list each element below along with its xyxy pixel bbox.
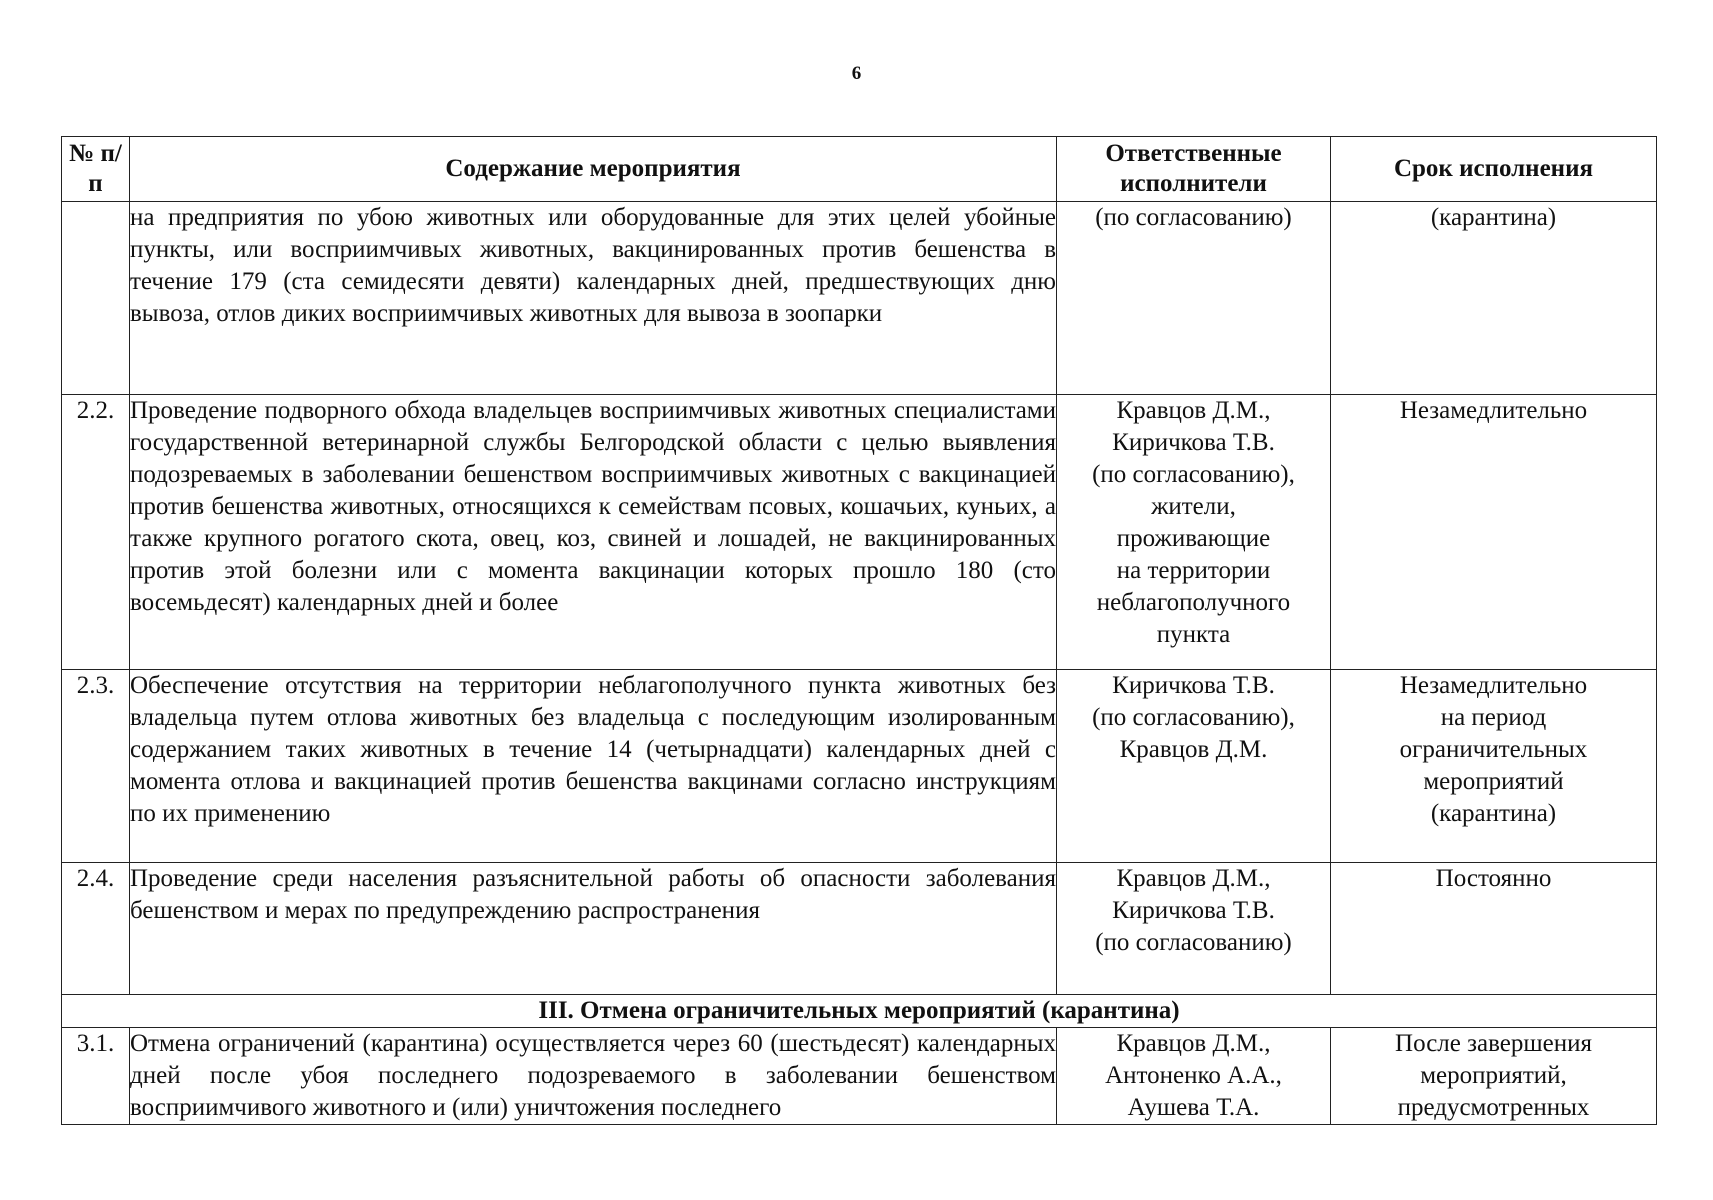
deadline-line: мероприятий xyxy=(1423,768,1564,795)
row-number: 3.1. xyxy=(62,1028,130,1125)
section-title: III. Отмена ограничительных мероприятий (карантина) xyxy=(62,995,1657,1028)
row-deadline xyxy=(1331,202,1657,395)
responsible-line: на территории xyxy=(1116,557,1271,584)
responsible-line: Аушева Т.А. xyxy=(1127,1094,1260,1121)
table-row xyxy=(62,202,1657,395)
deadline-line: предусмотренных xyxy=(1397,1094,1590,1121)
responsible-line: Антоненко А.А., xyxy=(1105,1062,1282,1089)
deadline-line: ограничительных xyxy=(1399,736,1588,763)
row-deadline xyxy=(1331,670,1657,863)
row-content: на предприятия по убою животных или оборудованные для этих целей убойные пункты, или восприимчивых животных, вакцинированных против бешенства в течение 179 (ста семидесяти девяти) календарных дней, предшествующих дню вывоза, отлов диких восприимчивых животных для вывоза в зоопарки xyxy=(130,202,1057,395)
responsible-line: Киричкова Т.В. xyxy=(1112,429,1275,456)
deadline-line: После завершения xyxy=(1395,1030,1592,1057)
deadline-line: Постоянно xyxy=(1435,865,1552,892)
table-header-row xyxy=(62,137,1657,202)
responsible-line: Кравцов Д.М., xyxy=(1116,397,1271,424)
deadline-line: Незамедлительно xyxy=(1399,672,1588,699)
row-number: 2.3. xyxy=(62,670,130,863)
table-row xyxy=(62,863,1657,995)
header-number: № п/п xyxy=(62,137,130,202)
responsible-line: Киричкова Т.В. xyxy=(1112,672,1275,699)
responsible-line: Кравцов Д.М., xyxy=(1116,1030,1271,1057)
responsible-line: (по согласованию), xyxy=(1092,461,1295,488)
row-responsible xyxy=(1057,395,1331,670)
responsible-line: проживающие xyxy=(1116,525,1271,552)
row-responsible xyxy=(1057,1028,1331,1125)
row-responsible xyxy=(1057,670,1331,863)
page-number: 6 xyxy=(851,63,862,84)
responsible-line: (по согласованию), xyxy=(1092,704,1295,731)
header-content: Содержание мероприятия xyxy=(130,137,1057,202)
table-row xyxy=(62,670,1657,863)
row-content: Обеспечение отсутствия на территории неблагополучного пункта животных без владельца путем отлова животных без владельца с последующим изолированным содержанием таких животных в течение 14 (четырнадцати) календарных дней с момента отлова и вакцинацией против бешенства вакцинами согласно инструкциям по их применению xyxy=(130,670,1057,863)
table-row xyxy=(62,1028,1657,1125)
row-content: Проведение подворного обхода владельцев восприимчивых животных специалистами государственной ветеринарной службы Белгородской области с целью выявления подозреваемых в заболевании бешенством восприимчивых животных с вакцинацией против бешенства животных, относящихся к семействам псовых, кошачьих, куньих, а также крупного рогатого скота, овец, коз, свиней и лошадей, не вакцинированных против этой болезни или с момента вакцинации которых прошло 180 (сто восемьдесят) календарных дней и более xyxy=(130,395,1057,670)
deadline-line: Незамедлительно xyxy=(1399,397,1588,424)
row-number: 2.2. xyxy=(62,395,130,670)
row-content: Отмена ограничений (карантина) осуществляется через 60 (шестьдесят) календарных дней после убоя последнего подозреваемого в заболевании бешенством восприимчивого животного и (или) уничтожения последнего xyxy=(130,1028,1057,1125)
deadline-line: (карантина) xyxy=(1430,800,1557,827)
responsible-line: пункта xyxy=(1156,621,1231,648)
row-deadline xyxy=(1331,1028,1657,1125)
row-responsible xyxy=(1057,202,1331,395)
responsible-line: Кравцов Д.М., xyxy=(1116,865,1271,892)
responsible-line: Киричкова Т.В. xyxy=(1112,897,1275,924)
responsible-line: неблагополучного xyxy=(1096,589,1291,616)
deadline-line: (карантина) xyxy=(1430,204,1557,231)
deadline-line: на период xyxy=(1440,704,1547,731)
section-row xyxy=(62,995,1657,1028)
row-number xyxy=(62,202,130,395)
row-number: 2.4. xyxy=(62,863,130,995)
table-row xyxy=(62,395,1657,670)
row-content: Проведение среди населения разъяснительной работы об опасности заболевания бешенством и мерах по предупреждению распространения xyxy=(130,863,1057,995)
row-responsible xyxy=(1057,863,1331,995)
header-responsible: Ответственные исполнители xyxy=(1057,137,1331,202)
header-deadline: Срок исполнения xyxy=(1331,137,1657,202)
responsible-line: (по согласованию) xyxy=(1095,204,1292,231)
responsible-line: жители, xyxy=(1151,493,1236,520)
responsible-line: Кравцов Д.М. xyxy=(1119,736,1268,763)
deadline-line: мероприятий, xyxy=(1420,1062,1567,1089)
measures-table xyxy=(61,136,1657,1125)
row-deadline xyxy=(1331,395,1657,670)
responsible-line: (по согласованию) xyxy=(1095,929,1292,956)
row-deadline xyxy=(1331,863,1657,995)
